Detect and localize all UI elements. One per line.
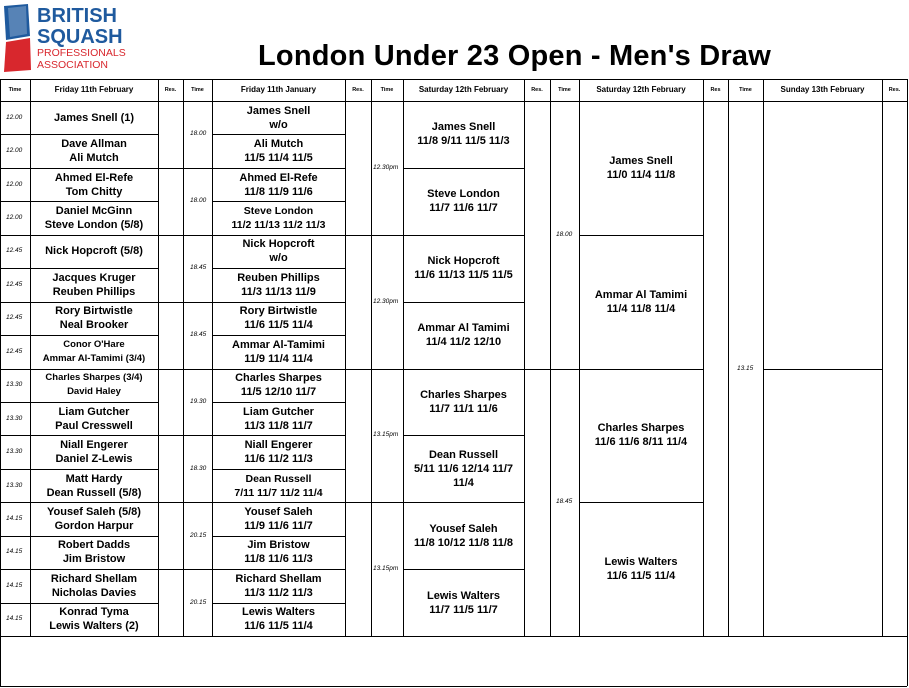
player-line: Gordon Harpur (54, 519, 134, 532)
player-line: Nick Hopcroft (5/8) (45, 245, 143, 258)
round1-time: 13.30 (6, 381, 23, 389)
player-line: James Snell (431, 121, 496, 134)
player-line: 11/9 11/4 11/4 (244, 352, 313, 365)
round2-entry (212, 335, 345, 368)
round2-entry (212, 603, 345, 636)
player-line: Dave Allman (61, 138, 127, 151)
player-line: 11/8 11/9 11/6 (244, 185, 313, 198)
grid-line (158, 435, 212, 436)
round2-entry (212, 502, 345, 535)
player-line: 11/5 11/4 11/5 (244, 152, 313, 165)
grid-line (907, 79, 908, 636)
player-line: 11/9 11/6 11/7 (244, 519, 313, 532)
round1-time: 14.15 (6, 548, 23, 556)
player-line: 11/2 11/13 11/2 11/3 (231, 219, 326, 232)
player-line: 11/6 11/6 8/11 11/4 (594, 436, 688, 449)
grid-line (158, 302, 212, 303)
round1-match (30, 235, 158, 268)
quarterfinal-entry (403, 435, 524, 502)
grid-line (0, 686, 907, 687)
round1-time: 13.30 (6, 481, 23, 489)
player-line: Charles Sharpes (420, 388, 507, 401)
round1-time: 12.45 (6, 280, 23, 288)
grid-line (158, 369, 212, 370)
round2-entry (212, 168, 345, 201)
logo-text-professionals: PROFESSIONALS (37, 47, 126, 59)
grid-line (183, 79, 184, 636)
player-line: Tom Chitty (65, 185, 123, 198)
player-line: 11/7 11/6 11/7 (429, 202, 498, 215)
round1-time: 14.15 (6, 514, 23, 522)
round2-time: 18.30 (190, 464, 207, 472)
player-line: Conor O'Hare (63, 338, 125, 350)
player-line: Richard Shellam (50, 572, 138, 585)
player-line: 11/6 11/5 11/4 (606, 570, 676, 583)
round2-entry (212, 536, 345, 569)
round2-entry (212, 235, 345, 268)
header-result: Res. (164, 87, 177, 93)
player-line: Paul Cresswell (55, 419, 133, 432)
player-line: Niall Engerer (244, 439, 313, 452)
round1-time: 13.30 (6, 414, 23, 422)
semifinal-entry (579, 101, 703, 235)
player-line: Niall Engerer (60, 439, 128, 452)
header-time: Time (558, 87, 571, 93)
quarterfinal-time: 13.15pm (373, 565, 399, 573)
round2-time: 20.15 (190, 598, 207, 606)
player-line: Nick Hopcroft (242, 238, 315, 251)
player-line: Steve London (427, 188, 500, 201)
player-line: Konrad Tyma (59, 606, 129, 619)
round1-time: 14.15 (6, 615, 23, 623)
grid-line (0, 636, 907, 637)
round1-time: 14.15 (6, 581, 23, 589)
player-line: Jim Bristow (62, 553, 126, 566)
player-line: 11/6 11/5 11/4 (244, 620, 313, 633)
header-round1-day: Friday 11th February (54, 85, 134, 94)
header-round2-day: Friday 11th January (240, 85, 317, 94)
grid-line (763, 79, 764, 636)
player-line: James Snell (609, 154, 673, 167)
bspa-logo (0, 0, 130, 78)
player-line: Robert Dadds (57, 539, 131, 552)
round2-time: 18.45 (190, 331, 207, 339)
grid-line (158, 569, 212, 570)
player-line: Ammar Al Tamimi (417, 322, 510, 335)
player-line: Neal Brooker (59, 319, 129, 332)
player-line: Ahmed El-Refe (239, 171, 318, 184)
header-final-day: Sunday 13th February (780, 85, 865, 94)
round2-entry (212, 302, 345, 335)
round1-match (30, 101, 158, 134)
player-line: 11/7 11/1 11/6 (429, 402, 498, 415)
round2-time: 18.45 (190, 264, 207, 272)
logo-text-squash: SQUASH (37, 26, 123, 48)
round1-match (30, 402, 158, 435)
player-line: 5/11 11/6 12/14 11/7 (413, 462, 514, 475)
grid-line (728, 79, 729, 636)
grid-line (524, 369, 579, 370)
semifinal-entry (579, 235, 703, 369)
player-line: Yousef Saleh (244, 505, 313, 518)
page-title: London Under 23 Open - Men's Draw (258, 40, 771, 72)
player-line: 11/8 9/11 11/5 11/3 (417, 135, 510, 148)
round1-time: 12.00 (6, 113, 23, 121)
semifinal-time: 18.00 (556, 230, 573, 238)
grid-line (345, 369, 403, 370)
player-line: w/o (269, 118, 288, 131)
player-line: Lewis Walters (604, 556, 678, 569)
player-line: Daniel Z-Lewis (55, 453, 133, 466)
round1-match (30, 502, 158, 535)
player-line: 11/4 11/2 12/10 (425, 336, 502, 349)
round2-time: 20.15 (190, 531, 207, 539)
player-line: 11/6 11/13 11/5 11/5 (414, 269, 513, 282)
round1-match (30, 569, 158, 602)
grid-line (158, 235, 212, 236)
player-line: Lewis Walters (2) (49, 620, 139, 633)
header-time: Time (8, 87, 22, 93)
round2-entry (212, 435, 345, 468)
player-line: Richard Shellam (235, 572, 322, 585)
grid-line (524, 79, 525, 636)
player-line: Reuben Phillips (52, 285, 136, 298)
round2-entry (212, 268, 345, 301)
player-line: Dean Russell (5/8) (46, 486, 142, 499)
grid-line (882, 79, 883, 636)
player-line: Lewis Walters (242, 606, 315, 619)
player-line: Nicholas Davies (51, 586, 137, 599)
player-line: Rory Birtwistle (239, 305, 318, 318)
player-line: Nick Hopcroft (427, 255, 500, 268)
player-line: 7/11 11/7 11/2 11/4 (234, 486, 323, 499)
round1-time: 12.45 (6, 314, 23, 322)
bspa-logo-mark (0, 0, 130, 78)
quarterfinal-time: 13.15pm (373, 431, 399, 439)
player-line: Yousef Saleh (429, 522, 498, 535)
round1-time: 12.45 (6, 347, 23, 355)
player-line: Yousef Saleh (5/8) (47, 505, 141, 518)
round1-match (30, 603, 158, 636)
player-line: Charles Sharpes (235, 372, 322, 385)
round2-entry (212, 369, 345, 402)
header-semifinal-day: Saturday 12th February (596, 85, 686, 94)
player-line: Ahmed El-Refe (54, 171, 134, 184)
grid-line (158, 502, 212, 503)
quarterfinal-entry (403, 502, 524, 569)
player-line: Rory Birtwistle (55, 305, 133, 318)
player-line: 11/6 11/2 11/3 (244, 453, 313, 466)
grid-line (345, 79, 346, 636)
semifinal-entry (579, 502, 703, 636)
player-line: Charles Sharpes (3/4) (45, 372, 143, 384)
round2-entry (212, 402, 345, 435)
player-line: 11/8 11/6 11/3 (244, 553, 313, 566)
header-result: Res. (888, 87, 901, 93)
player-line: 11/4 11/8 11/4 (606, 302, 676, 315)
player-line: Lewis Walters (427, 589, 500, 602)
quarterfinal-entry (403, 569, 524, 636)
player-line: Jim Bristow (247, 539, 310, 552)
player-line: Ammar Al-Tamimi (232, 338, 325, 351)
player-line: Liam Gutcher (243, 405, 314, 418)
header-time: Time (739, 87, 752, 93)
quarterfinal-time: 12.30pm (373, 163, 399, 171)
logo-text-british: BRITISH (37, 5, 117, 27)
round1-match (30, 168, 158, 201)
player-line: Charles Sharpes (597, 422, 685, 435)
player-line: Matt Hardy (65, 472, 123, 485)
quarterfinal-entry (403, 168, 524, 235)
round1-match (30, 435, 158, 468)
header-time: Time (380, 87, 394, 93)
round1-match (30, 369, 158, 402)
player-line: Ali Mutch (253, 138, 304, 151)
player-line: Daniel McGinn (55, 205, 133, 218)
round2-entry (212, 569, 345, 602)
player-line: 11/3 11/13 11/9 (241, 285, 316, 298)
grid-line (763, 369, 882, 370)
player-line: James Snell (1) (53, 111, 135, 124)
round1-time: 12.00 (6, 180, 23, 188)
quarterfinal-entry (403, 235, 524, 302)
round2-time: 18.00 (190, 130, 207, 138)
player-line: Dean Russell (245, 472, 312, 485)
round1-match (30, 335, 158, 368)
player-line: 11/8 10/12 11/8 11/8 (413, 536, 514, 549)
player-line: 11/4 (453, 476, 474, 489)
player-line: Dean Russell (428, 448, 499, 461)
grid-line (345, 235, 403, 236)
header-quarterfinal-day: Saturday 12th February (418, 85, 509, 94)
player-line: 11/6 11/5 11/4 (244, 319, 313, 332)
player-line: 11/0 11/4 11/8 (606, 168, 676, 181)
round1-match (30, 201, 158, 234)
player-line: Ammar Al Tamimi (594, 288, 688, 301)
grid-line (703, 79, 704, 636)
header-result: Res. (531, 87, 543, 93)
quarterfinal-entry (403, 369, 524, 436)
semifinal-time: 18.45 (556, 498, 573, 506)
round2-entry (212, 134, 345, 167)
player-line: Reuben Phillips (237, 271, 320, 284)
round1-time: 12.45 (6, 247, 23, 255)
quarterfinal-entry (403, 101, 524, 168)
header-result: Res. (352, 87, 364, 93)
grid-line (0, 79, 907, 80)
quarterfinal-time: 12.30pm (373, 297, 399, 305)
round2-entry (212, 469, 345, 502)
logo-text-association: ASSOCIATION (37, 59, 108, 71)
semifinal-entry (579, 369, 703, 503)
final-time: 13.15 (737, 364, 754, 372)
grid-line (550, 79, 551, 636)
player-line: 11/3 11/2 11/3 (244, 586, 313, 599)
grid-line (0, 79, 1, 636)
round1-time: 12.00 (6, 214, 23, 222)
round1-match (30, 268, 158, 301)
player-line: 11/7 11/5 11/7 (429, 603, 498, 616)
header-result: Res (710, 87, 721, 93)
grid-line (158, 79, 159, 636)
player-line: David Haley (67, 386, 121, 398)
player-line: Liam Gutcher (58, 405, 130, 418)
grid-line (907, 636, 908, 686)
player-line: Jacques Kruger (52, 271, 136, 284)
grid-line (371, 79, 372, 636)
player-line: w/o (269, 252, 288, 265)
player-line: Steve London (243, 205, 314, 218)
player-line: James Snell (246, 104, 311, 117)
grid-line (345, 502, 403, 503)
round2-entry (212, 101, 345, 134)
player-line: Ammar Al-Tamimi (3/4) (42, 352, 146, 364)
round2-entry (212, 201, 345, 234)
player-line: Ali Mutch (69, 152, 119, 165)
round1-match (30, 536, 158, 569)
quarterfinal-entry (403, 302, 524, 369)
round1-match (30, 302, 158, 335)
round1-time: 12.00 (6, 147, 23, 155)
grid-line (0, 636, 1, 686)
round2-time: 18.00 (190, 197, 207, 205)
round2-time: 19.30 (190, 397, 207, 405)
round1-match (30, 134, 158, 167)
grid-line (158, 168, 212, 169)
player-line: Steve London (5/8) (44, 219, 144, 232)
header-time: Time (191, 87, 204, 93)
player-line: 11/3 11/8 11/7 (244, 419, 313, 432)
round1-time: 13.30 (6, 448, 23, 456)
player-line: 11/5 12/10 11/7 (240, 386, 317, 399)
round1-match (30, 469, 158, 502)
